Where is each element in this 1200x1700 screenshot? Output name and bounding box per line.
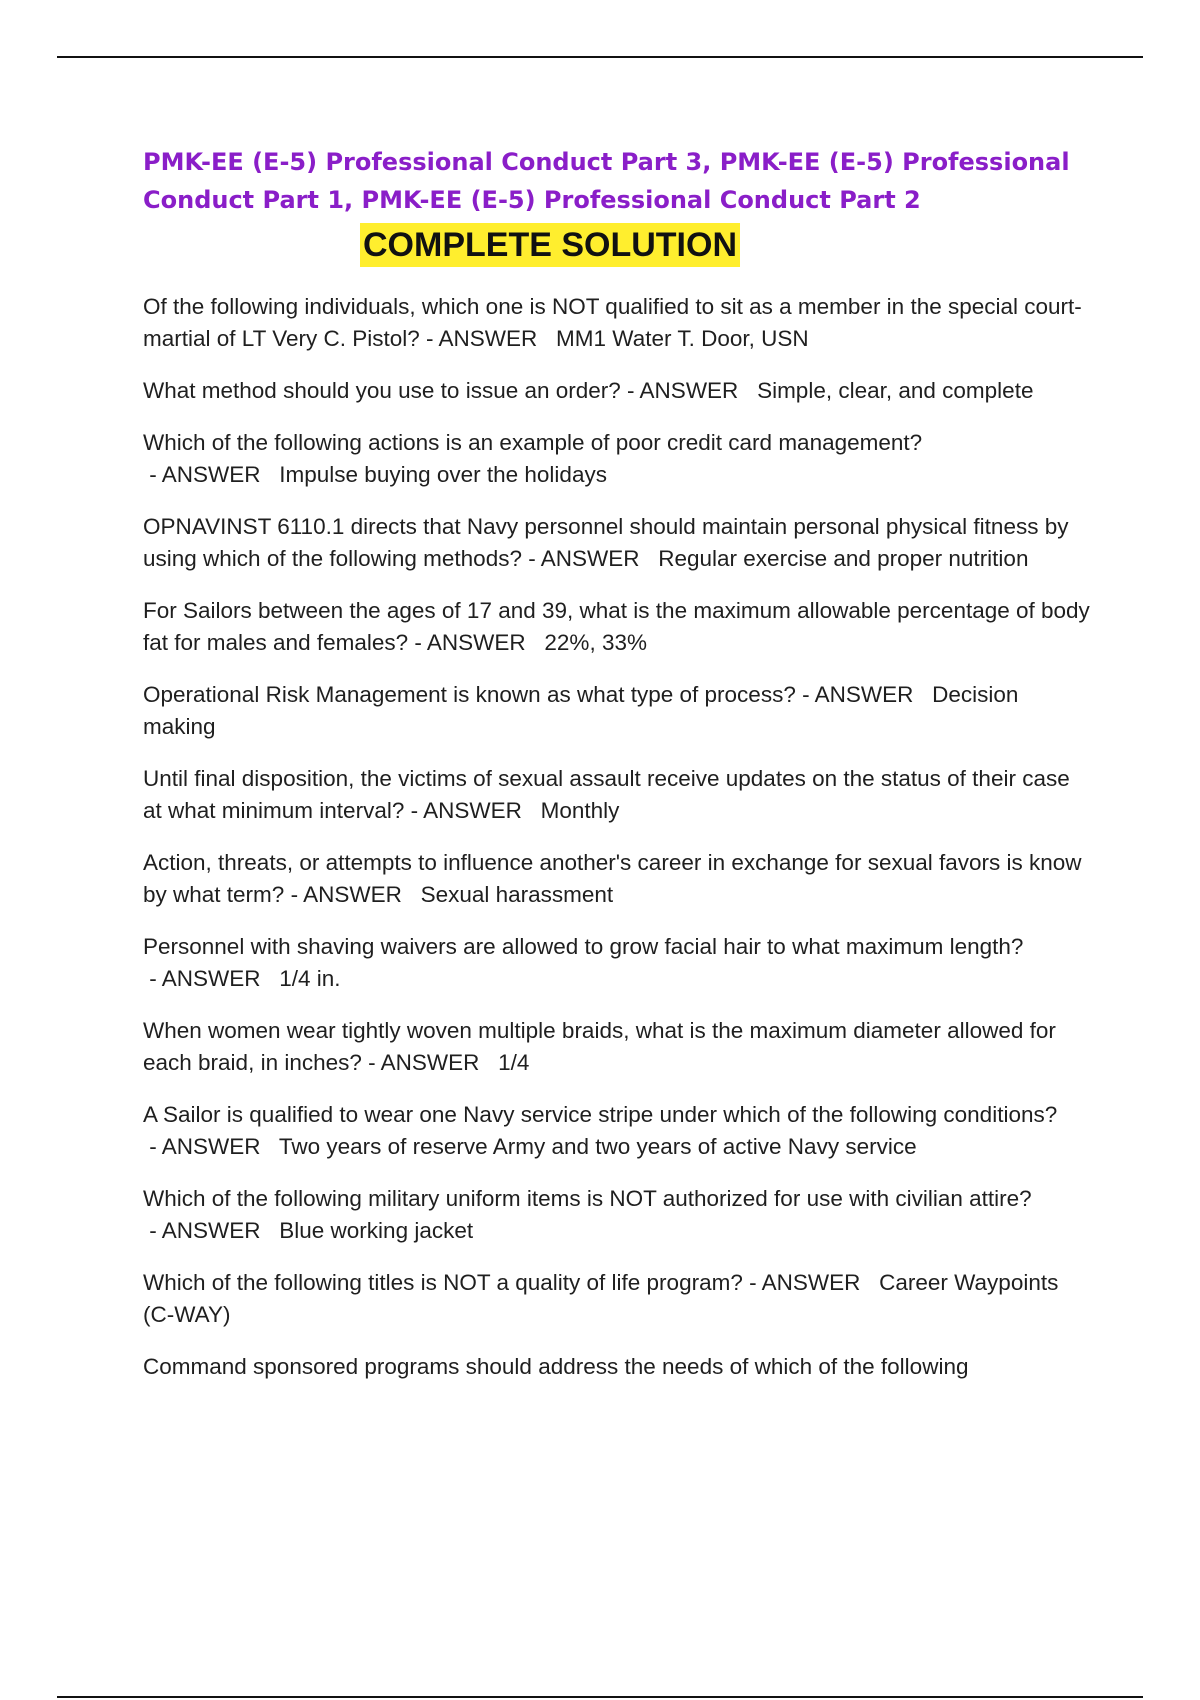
question-text: Which of the following titles is NOT a quality of life program?: [143, 1270, 743, 1295]
answer-marker: - ANSWER: [795, 682, 933, 707]
answer-text: Impulse buying over the holidays: [279, 462, 607, 487]
answer-marker: - ANSWER: [361, 1050, 499, 1075]
qa-item: [143, 1099, 1093, 1163]
qa-item: [143, 375, 1093, 407]
question-text: Which of the following military uniform items is NOT authorized for use with civilian attire?: [143, 1186, 1032, 1211]
answer-marker: - ANSWER: [408, 630, 545, 655]
page-content: [143, 143, 1093, 1403]
qa-item: [143, 763, 1093, 827]
qa-list: [143, 291, 1093, 1383]
answer-text: 1/4: [498, 1050, 530, 1075]
question-text: Operational Risk Management is known as what type of process?: [143, 682, 796, 707]
answer-text: Career Waypoints (C-WAY): [143, 1270, 1059, 1327]
qa-item: [143, 679, 1093, 743]
qa-item: [143, 511, 1093, 575]
qa-item: [143, 291, 1093, 355]
footer-rule: [57, 1696, 1143, 1698]
question-text: Command sponsored programs should address the needs of which of the following: [143, 1354, 969, 1379]
answer-marker: - ANSWER: [143, 1134, 279, 1159]
question-text: Which of the following actions is an example of poor credit card management?: [143, 430, 923, 455]
qa-item: [143, 931, 1093, 995]
answer-marker: - ANSWER: [404, 798, 541, 823]
answer-marker: - ANSWER: [742, 1270, 880, 1295]
question-text: A Sailor is qualified to wear one Navy service stripe under which of the following conditions?: [143, 1102, 1058, 1127]
qa-item: [143, 1351, 1093, 1383]
banner-container: [143, 223, 1093, 271]
answer-marker: - ANSWER: [419, 326, 557, 351]
question-text: When women wear tightly woven multiple braids, what is the maximum diameter allowed for each braid, in inches?: [143, 1018, 1056, 1075]
answer-text: Two years of reserve Army and two years of active Navy service: [278, 1134, 917, 1159]
answer-marker: - ANSWER: [521, 546, 659, 571]
qa-item: [143, 1015, 1093, 1079]
answer-text: Regular exercise and proper nutrition: [658, 546, 1029, 571]
answer-text: 22%, 33%: [544, 630, 647, 655]
question-text: Of the following individuals, which one is NOT qualified to sit as a member in the special court-martial of LT Very C. Pistol?: [143, 294, 1082, 351]
answer-text: Decision making: [143, 682, 1019, 739]
answer-text: Sexual harassment: [420, 882, 614, 907]
qa-item: [143, 1183, 1093, 1247]
qa-item: [143, 595, 1093, 659]
answer-marker: - ANSWER: [620, 378, 758, 403]
answer-marker: - ANSWER: [143, 966, 280, 991]
question-text: Personnel with shaving waivers are allowed to grow facial hair to what maximum length?: [143, 934, 1024, 959]
question-text: Action, threats, or attempts to influence another's career in exchange for sexual favors is know by what term?: [143, 850, 1082, 907]
document-title: PMK-EE (E-5) Professional Conduct Part 3, PMK-EE (E-5) Professional Conduct Part 1, PMK-EE (E-5) Professional Conduct Part 2: [143, 148, 1070, 214]
answer-text: MM1 Water T. Door, USN: [556, 326, 809, 351]
qa-item: [143, 847, 1093, 911]
question-text: OPNAVINST 6110.1 directs that Navy personnel should maintain personal physical fitness by using which of the following methods?: [143, 514, 1069, 571]
qa-item: [143, 427, 1093, 491]
answer-marker: - ANSWER: [143, 1218, 280, 1243]
answer-text: Simple, clear, and complete: [757, 378, 1034, 403]
complete-solution-banner: COMPLETE SOLUTION: [360, 223, 740, 267]
answer-text: Monthly: [540, 798, 620, 823]
qa-item: [143, 1267, 1093, 1331]
question-text: What method should you use to issue an order?: [143, 378, 621, 403]
question-text: For Sailors between the ages of 17 and 39, what is the maximum allowable percentage of body fat for males and females?: [143, 598, 1090, 655]
answer-text: Blue working jacket: [279, 1218, 474, 1243]
header-rule: [57, 56, 1143, 58]
answer-marker: - ANSWER: [284, 882, 421, 907]
answer-text: 1/4 in.: [279, 966, 341, 991]
answer-marker: - ANSWER: [143, 462, 280, 487]
question-text: Until final disposition, the victims of sexual assault receive updates on the status of their case at what minimum interval?: [143, 766, 1070, 823]
